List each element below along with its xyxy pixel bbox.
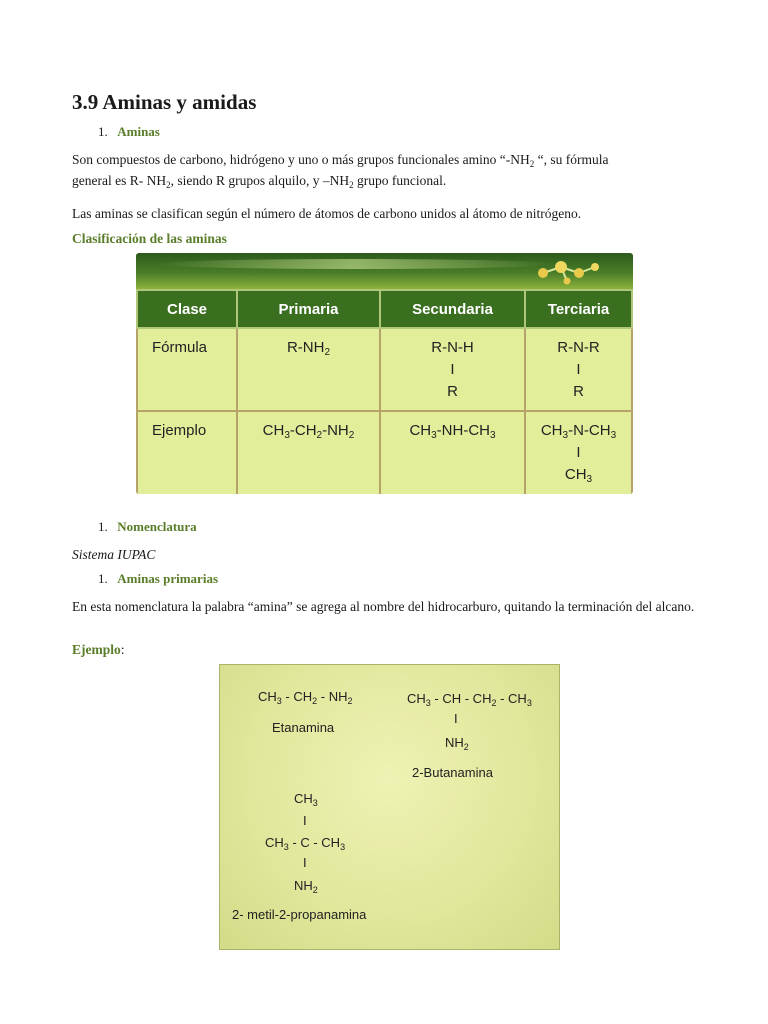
section-aminas: 1. Aminas [98, 124, 160, 139]
classification-table-image [136, 253, 633, 494]
header-terciaria: Terciaria [525, 290, 632, 328]
header-clase: Clase [137, 290, 237, 328]
section-nomenclatura: 1. Nomenclatura [98, 519, 197, 534]
formula-butanamina: $CH_3$ - CH - $CH_2 - CH_3$ [407, 691, 532, 708]
classification-table [136, 289, 633, 494]
examples-image: $CH_3 - CH_2 - NH_2$ Etanamina $CH_3$ - CH - $CH_2 - CH_3$ I $NH_2$ 2-Butanamina $CH_3$ I $CH_3$ - C - $CH_3$ I $NH_2$ 2- metil-2-propanamina [219, 664, 560, 950]
paragraph-classification: Las aminas se clasifican según el número de átomos de carbono unidos al átomo de nitrógeno. [72, 206, 582, 221]
cell-primaria-example: $CH_3-CH_2-NH_2$ [237, 411, 380, 494]
ch3-top-propanamina: $CH_3$ [294, 791, 318, 808]
paragraph-definition: Son compuestos de carbono, hidrógeno y uno o más grupos funcionales amino “$-NH_2$ “, su fórmula general es R- $NH_2$, siendo R grupos alquilo, y $-NH_2$ grupo funcional. [72, 152, 609, 190]
section-aminas-primarias: 1. Aminas primarias [98, 571, 218, 586]
molecule-icon [533, 259, 603, 285]
name-propanamina: 2- metil-2-propanamina [232, 907, 367, 922]
page-title: 3.9 Aminas y amidas [72, 90, 257, 114]
name-etanamina: Etanamina [272, 720, 335, 735]
cell-secundaria-formula: R-N-H I R [380, 328, 525, 411]
name-butanamina: 2-Butanamina [412, 765, 493, 780]
row-label-formula: Fórmula [137, 328, 237, 411]
cell-primaria-formula: $R-NH_2$ [237, 328, 380, 411]
header-primaria: Primaria [237, 290, 380, 328]
cell-secundaria-example: $CH_3-NH-CH_3$ [380, 411, 525, 494]
cell-terciaria-example: $CH_3-N-CH_3$ I $CH_3$ [525, 411, 632, 494]
example-heading: Ejemplo: [72, 642, 125, 657]
formula-etanamina: $CH_3 - CH_2 - NH_2$ [258, 689, 353, 706]
paragraph-nomenclature: En esta nomenclatura la palabra “amina” se agrega al nombre del hidrocarburo, quitando la terminación del alcano. [72, 599, 695, 614]
cell-terciaria-formula: R-N-R I R [525, 328, 632, 411]
header-secundaria: Secundaria [380, 290, 525, 328]
nh2-butanamina: $NH_2$ [445, 735, 469, 752]
row-label-ejemplo: Ejemplo [137, 411, 237, 494]
system-iupac: Sistema IUPAC [72, 547, 156, 562]
formula-propanamina: $CH_3$ - C - $CH_3$ [265, 835, 346, 852]
nh2-propanamina: $NH_2$ [294, 878, 318, 895]
table-banner [136, 253, 633, 289]
classification-heading: Clasificación de las aminas [72, 231, 227, 246]
